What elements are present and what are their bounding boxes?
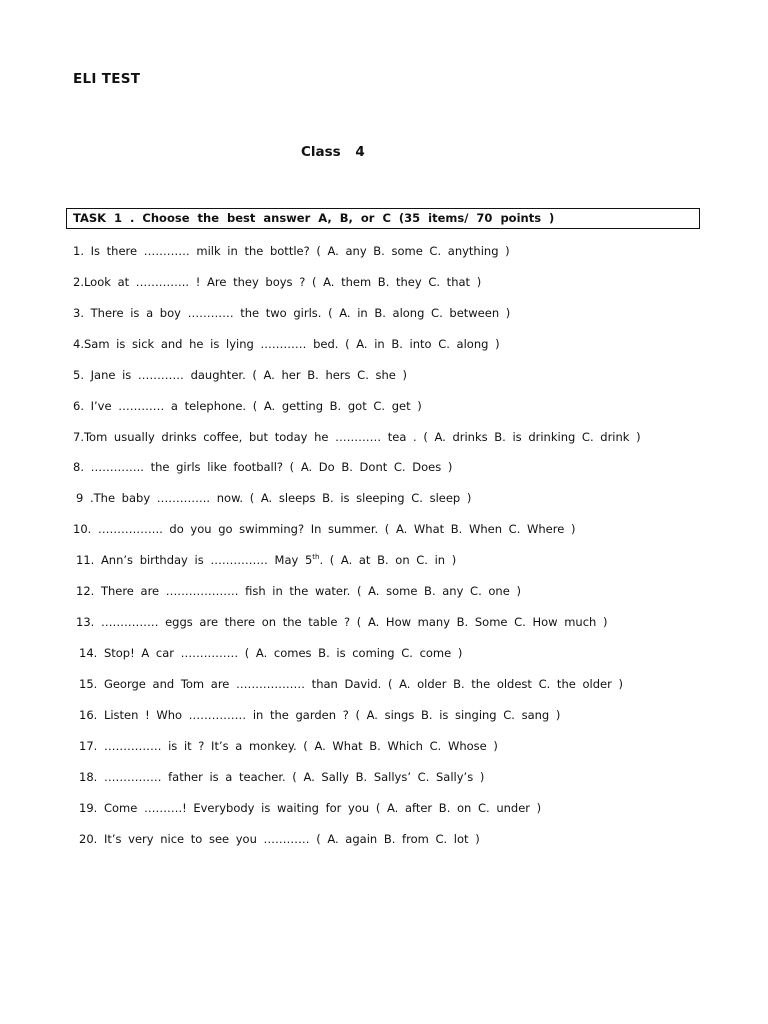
question-20: 20. It’s very nice to see you ………… ( A. again B. from C. lot ) (79, 832, 480, 846)
class-label: Class 4 (301, 144, 365, 160)
question-15: 15. George and Tom are ……………… than David. ( A. older B. the oldest C. the older ) (79, 677, 623, 691)
question-5: 5. Jane is ………… daughter. ( A. her B. hers C. she ) (73, 368, 408, 382)
question-4: 4.Sam is sick and he is lying ………… bed. ( A. in B. into C. along ) (73, 337, 500, 351)
question-11-main: 11. Ann’s birthday is …………… May 5 (76, 553, 313, 567)
task-instruction-text: TASK 1 . Choose the best answer A, B, or C (35 items/ 70 points ) (73, 211, 555, 225)
question-10: 10. …………….. do you go swimming? In summer. ( A. What B. When C. Where ) (73, 522, 576, 536)
question-13: 13. …………… eggs are there on the table ? ( A. How many B. Some C. How much ) (76, 615, 608, 629)
test-title: ELI TEST (73, 71, 141, 87)
question-2: 2.Look at ………….. ! Are they boys ? ( A. them B. they C. that ) (73, 275, 482, 289)
question-17: 17. …………… is it ? It’s a monkey. ( A. What B. Which C. Whose ) (79, 739, 498, 753)
question-18: 18. …………… father is a teacher. ( A. Sally B. Sallys’ C. Sally’s ) (79, 770, 485, 784)
question-3: 3. There is a boy ………… the two girls. ( A. in B. along C. between ) (73, 306, 511, 320)
question-12: 12. There are ………………. fish in the water. ( A. some B. any C. one ) (76, 584, 521, 598)
question-11 (76, 550, 456, 570)
question-9: 9 .The baby ………….. now. ( A. sleeps B. is sleeping C. sleep ) (76, 491, 472, 505)
question-16: 16. Listen ! Who …………… in the garden ? ( A. sings B. is singing C. sang ) (79, 708, 561, 722)
question-7: 7.Tom usually drinks coffee, but today he ………… tea . ( A. drinks B. is drinking C. drink ) (73, 430, 641, 444)
question-19: 19. Come ……….! Everybody is waiting for you ( A. after B. on C. under ) (79, 801, 542, 815)
question-14: 14. Stop! A car …………… ( A. comes B. is coming C. come ) (79, 646, 463, 660)
question-11-ordinal: th (312, 553, 320, 562)
task-instruction-box (66, 208, 700, 229)
question-11-options: . ( A. at B. on C. in ) (319, 553, 457, 567)
question-8: 8. ………….. the girls like football? ( A. Do B. Dont C. Does ) (73, 460, 453, 474)
question-1: 1. Is there ………… milk in the bottle? ( A. any B. some C. anything ) (73, 244, 510, 258)
question-6: 6. I’ve ………… a telephone. ( A. getting B. got C. get ) (73, 399, 422, 413)
